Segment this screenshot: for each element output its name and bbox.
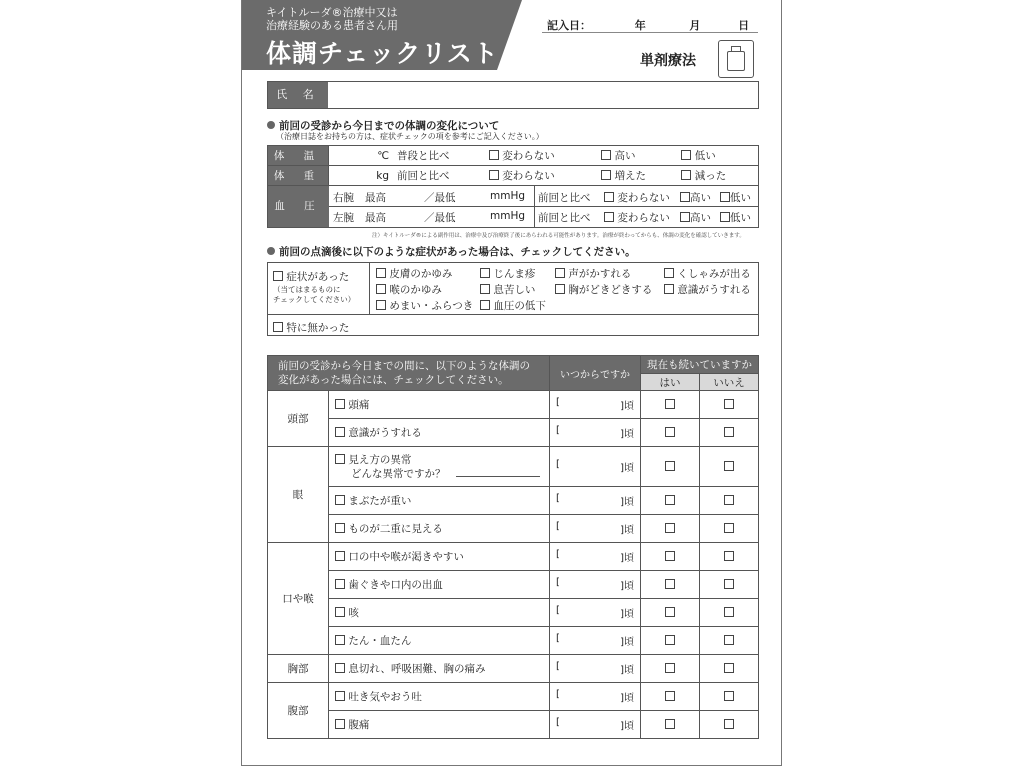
checkbox[interactable] bbox=[601, 150, 611, 160]
checkbox[interactable] bbox=[273, 271, 283, 281]
page-title: 体調チェックリスト bbox=[266, 39, 499, 68]
bp-left-opt-low[interactable]: 低い bbox=[720, 210, 751, 225]
year-label: 年 bbox=[634, 19, 646, 32]
no-symptoms-option[interactable]: 特に無かった bbox=[273, 320, 349, 335]
table-row bbox=[268, 391, 759, 419]
yes-checkbox[interactable] bbox=[641, 391, 700, 419]
no-checkbox[interactable] bbox=[700, 487, 759, 515]
yes-header: はい bbox=[641, 374, 700, 391]
since-field[interactable]: [ ]頃 bbox=[550, 627, 641, 655]
yes-checkbox[interactable] bbox=[641, 571, 700, 599]
table-row bbox=[268, 711, 759, 739]
table-row bbox=[268, 655, 759, 683]
section3-header: 前回の受診から今日までの間に、以下のような体調の 変化があった場合には、チェックしてください。 bbox=[268, 356, 550, 391]
weight-label: 体 重 bbox=[268, 166, 329, 186]
since-field[interactable]: [ ]頃 bbox=[550, 419, 641, 447]
symptom-option[interactable]: めまい・ふらつき bbox=[376, 298, 473, 313]
bp-left-unit: mmHg bbox=[490, 210, 526, 222]
bp-left-arm: 左腕 bbox=[333, 212, 354, 224]
continuing-header: 現在も続いていますか bbox=[641, 356, 759, 374]
checkbox[interactable] bbox=[720, 212, 730, 222]
weight-unit[interactable]: kg bbox=[329, 166, 394, 186]
since-field[interactable]: [ ]頃 bbox=[550, 447, 641, 487]
bp-right-arm: 右腕 bbox=[333, 192, 354, 204]
temp-opt-low[interactable]: 低い bbox=[677, 146, 758, 166]
no-checkbox[interactable] bbox=[700, 599, 759, 627]
since-field[interactable]: [ ]頃 bbox=[550, 391, 641, 419]
yes-checkbox[interactable] bbox=[641, 599, 700, 627]
checkbox[interactable] bbox=[601, 170, 611, 180]
symptom-item[interactable]: まぶたが重い bbox=[329, 487, 550, 515]
temperature-row bbox=[268, 146, 759, 166]
date-underline bbox=[542, 32, 758, 33]
bp-left-opt-high[interactable]: 高い bbox=[680, 210, 711, 225]
symptom-item[interactable]: 意識がうすれる bbox=[329, 419, 550, 447]
symptom-item[interactable]: 息切れ、呼吸困難、胸の痛み bbox=[329, 655, 550, 683]
table-row bbox=[268, 599, 759, 627]
month-label: 月 bbox=[689, 19, 701, 32]
section1-title: 前回の受診から今日までの体調の変化について bbox=[267, 118, 499, 133]
bp-right-min: ／最低 bbox=[424, 192, 456, 204]
no-checkbox[interactable] bbox=[700, 391, 759, 419]
name-field[interactable] bbox=[267, 81, 759, 109]
yes-checkbox[interactable] bbox=[641, 711, 700, 739]
no-checkbox[interactable] bbox=[700, 711, 759, 739]
bp-left-max: 最高 bbox=[365, 212, 386, 224]
symptom-item[interactable]: 頭痛 bbox=[329, 391, 550, 419]
section2-title: 前回の点滴後に以下のような症状があった場合は、チェックしてください。 bbox=[267, 244, 636, 259]
infusion-symptoms-box bbox=[267, 262, 759, 336]
footnote: 注）キイトルーダ®による副作用は、治療中及び治療終了後にあらわれる可能性があります。治療が終わってからも、体調の変化を確認していきます。 bbox=[372, 233, 745, 239]
vial-icon bbox=[718, 40, 754, 78]
bullet-icon bbox=[267, 247, 275, 255]
symptom-option[interactable]: 喉のかゆみ bbox=[376, 282, 442, 297]
table-row bbox=[268, 419, 759, 447]
symptom-option[interactable]: 血圧の低下 bbox=[480, 298, 546, 313]
symptom-item[interactable]: 咳 bbox=[329, 599, 550, 627]
checkbox[interactable] bbox=[489, 150, 499, 160]
bullet-icon bbox=[267, 121, 275, 129]
no-checkbox[interactable] bbox=[700, 447, 759, 487]
checkbox[interactable] bbox=[604, 192, 614, 202]
no-checkbox[interactable] bbox=[700, 515, 759, 543]
vision-abnormal-text: 見え方の異常 どんな異常ですか？ bbox=[335, 454, 540, 480]
no-checkbox[interactable] bbox=[700, 543, 759, 571]
since-field[interactable]: [ ]頃 bbox=[550, 711, 641, 739]
since-field[interactable]: [ ]頃 bbox=[550, 487, 641, 515]
blood-pressure-block bbox=[267, 186, 759, 228]
group-label: 眼 bbox=[268, 447, 329, 543]
temp-opt-high[interactable]: 高い bbox=[597, 146, 677, 166]
bp-right-compare: 前回と比べ bbox=[538, 192, 591, 204]
symptom-option[interactable]: くしゃみが出る bbox=[664, 266, 751, 281]
table-row bbox=[268, 447, 759, 487]
no-checkbox[interactable] bbox=[700, 571, 759, 599]
yes-checkbox[interactable] bbox=[641, 515, 700, 543]
bp-label: 血 圧 bbox=[268, 186, 329, 227]
symptom-option[interactable]: 声がかすれる bbox=[555, 266, 631, 281]
weight-opt-down[interactable]: 減った bbox=[677, 166, 758, 186]
temp-compare: 普段と比べ bbox=[393, 146, 485, 166]
day-label: 日 bbox=[738, 19, 750, 32]
table-row bbox=[268, 571, 759, 599]
no-checkbox[interactable] bbox=[700, 419, 759, 447]
date-field bbox=[547, 17, 749, 33]
yes-checkbox[interactable] bbox=[641, 655, 700, 683]
vitals-table bbox=[267, 145, 759, 186]
table-row bbox=[268, 683, 759, 711]
yes-checkbox[interactable] bbox=[641, 419, 700, 447]
checkbox[interactable] bbox=[273, 322, 283, 332]
bp-left-opt-same[interactable]: 変わらない bbox=[604, 210, 670, 225]
bp-left-compare: 前回と比べ bbox=[538, 212, 591, 224]
symptom-checklist-table bbox=[267, 355, 759, 739]
symptom-item[interactable]: 吐き気やおう吐 bbox=[329, 683, 550, 711]
checkbox[interactable] bbox=[604, 212, 614, 222]
had-symptoms-note: （当てはまるものに チェックしてください） bbox=[273, 285, 356, 304]
temp-label: 体 温 bbox=[268, 146, 329, 166]
therapy-label: 単剤療法 bbox=[640, 53, 696, 69]
checklist-sheet bbox=[241, 0, 782, 766]
since-field[interactable]: [ ]頃 bbox=[550, 571, 641, 599]
symptom-option[interactable]: 意識がうすれる bbox=[664, 282, 751, 297]
had-symptoms-option[interactable]: 症状があった bbox=[273, 269, 349, 284]
weight-opt-same[interactable]: 変わらない bbox=[485, 166, 597, 186]
header-subtitle bbox=[266, 6, 398, 32]
subtitle-line-2: 治療経験のある患者さん用 bbox=[266, 19, 398, 32]
date-label: 記入日： bbox=[547, 19, 591, 32]
checkbox[interactable] bbox=[681, 150, 691, 160]
symptom-item[interactable]: 腹痛 bbox=[329, 711, 550, 739]
weight-compare: 前回と比べ bbox=[393, 166, 485, 186]
weight-row bbox=[268, 166, 759, 186]
bp-left-min: ／最低 bbox=[424, 212, 456, 224]
table-row bbox=[268, 515, 759, 543]
when-header: いつからですか bbox=[550, 356, 641, 391]
symptom-item[interactable]: たん・血たん bbox=[329, 627, 550, 655]
no-checkbox[interactable] bbox=[700, 655, 759, 683]
symptom-option[interactable]: じんま疹 bbox=[480, 266, 535, 281]
bp-right-opt-same[interactable]: 変わらない bbox=[604, 190, 670, 205]
checkbox[interactable] bbox=[680, 192, 690, 202]
checkbox[interactable] bbox=[489, 170, 499, 180]
checkbox[interactable] bbox=[720, 192, 730, 202]
since-field[interactable]: [ ]頃 bbox=[550, 655, 641, 683]
symptom-item[interactable]: 口の中や喉が渇きやすい bbox=[329, 543, 550, 571]
table-row bbox=[268, 543, 759, 571]
yes-checkbox[interactable] bbox=[641, 447, 700, 487]
symptom-option[interactable]: 胸がどきどきする bbox=[555, 282, 652, 297]
since-field[interactable]: [ ]頃 bbox=[550, 599, 641, 627]
table-row bbox=[268, 627, 759, 655]
checkbox[interactable] bbox=[680, 212, 690, 222]
temp-unit[interactable]: ℃ bbox=[329, 146, 394, 166]
subtitle-line-1: キイトルーダ®治療中又は bbox=[266, 6, 398, 19]
group-label: 胸部 bbox=[268, 655, 329, 683]
name-label: 氏 名 bbox=[268, 82, 328, 108]
symptom-item[interactable]: 歯ぐきや口内の出血 bbox=[329, 571, 550, 599]
group-label: 腹部 bbox=[268, 683, 329, 739]
temp-opt-same[interactable]: 変わらない bbox=[485, 146, 597, 166]
vision-answer-line[interactable] bbox=[456, 476, 540, 477]
yes-checkbox[interactable] bbox=[641, 487, 700, 515]
symptom-option[interactable]: 皮膚のかゆみ bbox=[376, 266, 452, 281]
weight-opt-up[interactable]: 増えた bbox=[597, 166, 677, 186]
since-field[interactable]: [ ]頃 bbox=[550, 543, 641, 571]
no-checkbox[interactable] bbox=[700, 627, 759, 655]
bp-right-max: 最高 bbox=[365, 192, 386, 204]
symptom-item[interactable]: ものが二重に見える bbox=[329, 515, 550, 543]
section1-note: （治療日誌をお持ちの方は、症状チェックの項を参考にご記入ください。） bbox=[276, 132, 544, 141]
no-header: いいえ bbox=[700, 374, 759, 391]
symptom-item[interactable] bbox=[329, 447, 550, 487]
table-row bbox=[268, 487, 759, 515]
bp-right-unit: mmHg bbox=[490, 190, 526, 202]
since-field[interactable]: [ ]頃 bbox=[550, 515, 641, 543]
since-field[interactable]: [ ]頃 bbox=[550, 683, 641, 711]
yes-checkbox[interactable] bbox=[641, 627, 700, 655]
group-label: 口や喉 bbox=[268, 543, 329, 655]
yes-checkbox[interactable] bbox=[641, 543, 700, 571]
symptom-option[interactable]: 息苦しい bbox=[480, 282, 535, 297]
yes-checkbox[interactable] bbox=[641, 683, 700, 711]
bp-right-opt-low[interactable]: 低い bbox=[720, 190, 751, 205]
no-checkbox[interactable] bbox=[700, 683, 759, 711]
checkbox[interactable] bbox=[681, 170, 691, 180]
bp-right-opt-high[interactable]: 高い bbox=[680, 190, 711, 205]
group-label: 頭部 bbox=[268, 391, 329, 447]
